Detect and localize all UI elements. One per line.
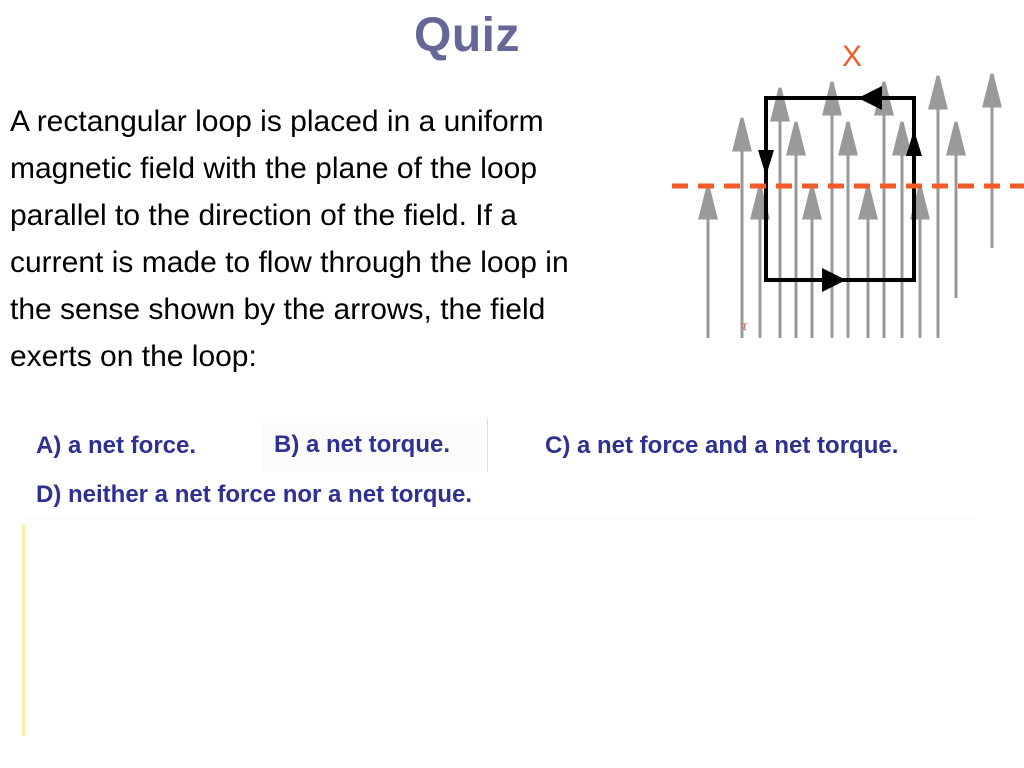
question-line: exerts on the loop: (10, 340, 257, 373)
question-line: A rectangular loop is placed in a uniform (10, 105, 544, 138)
answer-b[interactable]: B) a net torque. (262, 418, 488, 472)
field-line-arrow (984, 74, 1000, 248)
axis-label: X (842, 40, 863, 73)
question-text (10, 98, 682, 380)
answer-c[interactable]: C) a net force and a net torque. (545, 432, 899, 459)
field-line-arrow (700, 186, 716, 338)
field-line-arrow (824, 82, 840, 338)
slide-title: Quiz (414, 9, 520, 62)
question-line: the sense shown by the arrows, the field (10, 293, 546, 326)
field-line-arrow (788, 122, 804, 338)
field-line-arrow (804, 186, 820, 338)
torque-label: τ (742, 319, 748, 334)
field-line-arrow (930, 76, 946, 338)
field-line-arrow (948, 122, 964, 298)
answer-d[interactable]: D) neither a net force nor a net torque. (36, 481, 473, 508)
current-arrow-right (822, 268, 846, 292)
field-line-arrow (734, 118, 750, 338)
field-line-arrow (772, 88, 788, 338)
highlight-bar (22, 524, 25, 736)
answer-a[interactable]: A) a net force. (36, 432, 197, 459)
field-line-arrow (860, 186, 876, 338)
current-arrow-down (758, 150, 774, 176)
magnetic-field-figure (672, 38, 1024, 390)
current-arrow-left (858, 86, 882, 110)
question-line: parallel to the direction of the field. If a (10, 199, 517, 232)
field-line-arrow (840, 122, 856, 338)
field-line-arrow (876, 82, 892, 338)
question-line: magnetic field with the plane of the loop (10, 152, 538, 185)
field-lines (700, 74, 1000, 338)
question-line: current is made to flow through the loop in (10, 246, 569, 279)
divider (24, 518, 974, 520)
